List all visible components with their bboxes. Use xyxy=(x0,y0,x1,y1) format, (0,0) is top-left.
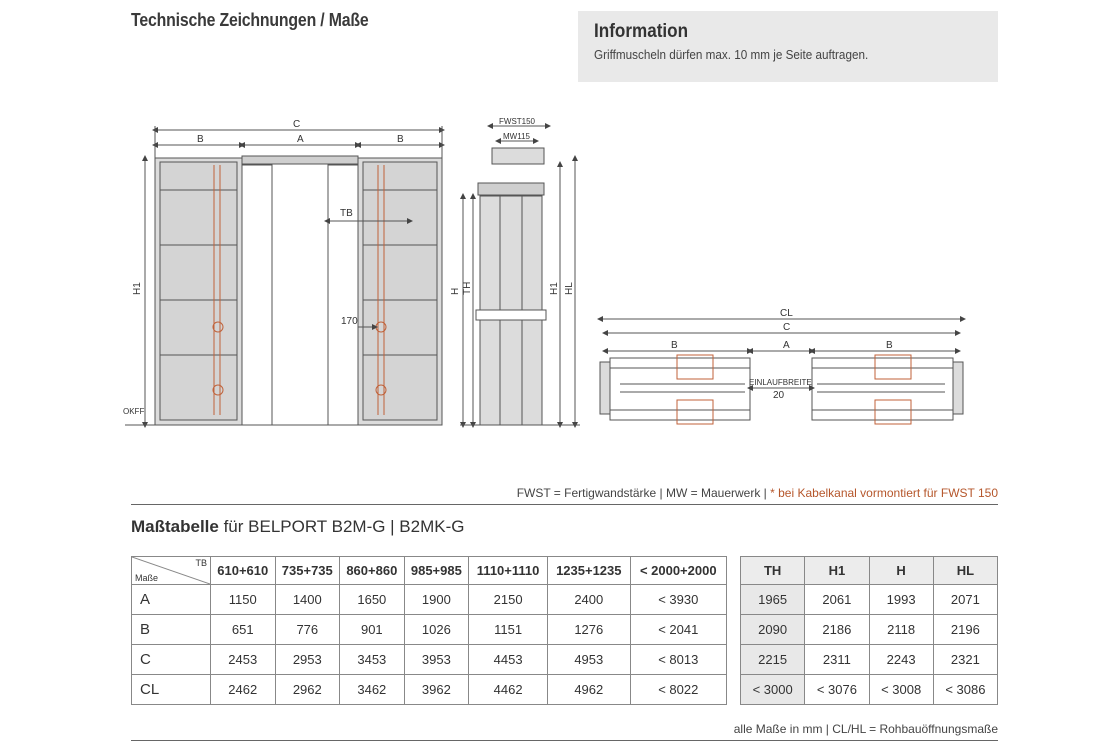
col-header: 1235+1235 xyxy=(548,557,630,585)
table-cell: 2962 xyxy=(275,675,340,705)
dim-b-left-label: B xyxy=(197,134,204,145)
side-cell: 1993 xyxy=(869,585,933,615)
side-cell: 2090 xyxy=(741,615,805,645)
height-dimension-table xyxy=(740,556,998,705)
main-dimension-table xyxy=(131,556,727,705)
side-table-row xyxy=(741,615,998,645)
side-cell: 2243 xyxy=(869,645,933,675)
legend-text: FWST = Fertigwandstärke | MW = Mauerwerk | xyxy=(516,486,771,500)
dim-h1-label: H1 xyxy=(132,282,143,295)
corner-tb-label: TB xyxy=(195,558,207,568)
table-cell: 4462 xyxy=(469,675,548,705)
table-corner-cell xyxy=(132,557,211,585)
side-cell: 2061 xyxy=(805,585,869,615)
dim-b-plan-left-label: B xyxy=(671,340,678,351)
table-cell: 3953 xyxy=(404,645,469,675)
legend-divider xyxy=(131,504,998,505)
table-cell: < 8022 xyxy=(630,675,726,705)
side-col-header: TH xyxy=(741,557,805,585)
plan-view xyxy=(600,319,963,424)
side-cell: 2196 xyxy=(933,615,997,645)
dim-b-right-label: B xyxy=(397,134,404,145)
row-label: C xyxy=(132,645,211,675)
side-cell: < 3008 xyxy=(869,675,933,705)
side-table-row xyxy=(741,645,998,675)
side-table-row xyxy=(741,585,998,615)
row-label: A xyxy=(132,585,211,615)
table-cell: 3962 xyxy=(404,675,469,705)
table-cell: 1276 xyxy=(548,615,630,645)
table-cell: 1026 xyxy=(404,615,469,645)
side-col-header: HL xyxy=(933,557,997,585)
table-row xyxy=(132,615,727,645)
table-cell: 3462 xyxy=(340,675,405,705)
table-cell: 1900 xyxy=(404,585,469,615)
table-cell: 4962 xyxy=(548,675,630,705)
side-cell: < 3000 xyxy=(741,675,805,705)
side-col-header: H xyxy=(869,557,933,585)
table-cell: 4953 xyxy=(548,645,630,675)
dim-th-label: TH xyxy=(462,281,473,295)
col-header: 735+735 xyxy=(275,557,340,585)
col-header: < 2000+2000 xyxy=(630,557,726,585)
dim-b-plan-right-label: B xyxy=(886,340,893,351)
dim-c-plan-label: C xyxy=(783,322,791,333)
table-cell: 2453 xyxy=(211,645,276,675)
table-heading-bold: Maßtabelle xyxy=(131,517,219,536)
dim-170-label: 170 xyxy=(341,316,358,327)
side-cell: < 3086 xyxy=(933,675,997,705)
dim-h1-side-label: H1 xyxy=(549,282,560,295)
legend-line xyxy=(480,486,998,500)
side-view xyxy=(460,126,580,425)
table-cell: 901 xyxy=(340,615,405,645)
table-cell: 3453 xyxy=(340,645,405,675)
table-cell: 776 xyxy=(275,615,340,645)
side-cell: 2321 xyxy=(933,645,997,675)
table-cell: 651 xyxy=(211,615,276,645)
table-cell: 2953 xyxy=(275,645,340,675)
col-header: 985+985 xyxy=(404,557,469,585)
table-row xyxy=(132,675,727,705)
table-cell: 4453 xyxy=(469,645,548,675)
side-cell: 2118 xyxy=(869,615,933,645)
dim-c-label: C xyxy=(293,119,301,130)
info-title: Information xyxy=(594,21,689,42)
table-cell: 1151 xyxy=(469,615,548,645)
dim-a-label: A xyxy=(297,134,304,145)
table-cell: < 3930 xyxy=(630,585,726,615)
dim-h-label: H xyxy=(450,287,461,295)
front-view xyxy=(125,126,442,425)
dim-a-plan-label: A xyxy=(783,340,790,351)
okff-label: OKFF xyxy=(123,407,145,416)
table-row xyxy=(132,645,727,675)
einlauf-label: EINLAUFBREITE xyxy=(749,378,812,387)
side-cell: < 3076 xyxy=(805,675,869,705)
table-cell: 1150 xyxy=(211,585,276,615)
table-heading-rest: für BELPORT B2M-G | B2MK-G xyxy=(218,517,465,536)
table-cell: 1650 xyxy=(340,585,405,615)
section-title: Technische Zeichnungen / Maße xyxy=(131,10,369,30)
side-header-row xyxy=(741,557,998,585)
table-cell: 2400 xyxy=(548,585,630,615)
table-heading xyxy=(131,517,465,537)
side-cell: 1965 xyxy=(741,585,805,615)
footnote: alle Maße in mm | CL/HL = Rohbauöffnungsmaße xyxy=(733,722,998,736)
side-cell: 2215 xyxy=(741,645,805,675)
side-cell: 2186 xyxy=(805,615,869,645)
corner-masse-label: Maße xyxy=(135,573,159,583)
side-cell: 2311 xyxy=(805,645,869,675)
row-label: CL xyxy=(132,675,211,705)
einlauf-value: 20 xyxy=(773,390,785,401)
table-row xyxy=(132,585,727,615)
legend-cable-note: * bei Kabelkanal vormontiert für FWST 150 xyxy=(770,486,998,500)
side-table-row xyxy=(741,675,998,705)
dim-tb-label: TB xyxy=(340,208,353,219)
dim-mw-label: MW115 xyxy=(503,132,530,141)
table-cell: < 2041 xyxy=(630,615,726,645)
side-cell: 2071 xyxy=(933,585,997,615)
dim-cl-label: CL xyxy=(780,308,793,319)
table-cell: < 8013 xyxy=(630,645,726,675)
table-cell: 2150 xyxy=(469,585,548,615)
col-header: 860+860 xyxy=(340,557,405,585)
col-header: 610+610 xyxy=(211,557,276,585)
row-label: B xyxy=(132,615,211,645)
info-text: Griffmuscheln dürfen max. 10 mm je Seite auftragen. xyxy=(594,47,869,62)
table-cell: 1400 xyxy=(275,585,340,615)
table-cell: 2462 xyxy=(211,675,276,705)
dim-fwst-label: FWST150 xyxy=(499,117,536,126)
side-col-header: H1 xyxy=(805,557,869,585)
col-header: 1110+1110 xyxy=(469,557,548,585)
table-header-row xyxy=(132,557,727,585)
dim-hl-label: HL xyxy=(564,282,575,295)
